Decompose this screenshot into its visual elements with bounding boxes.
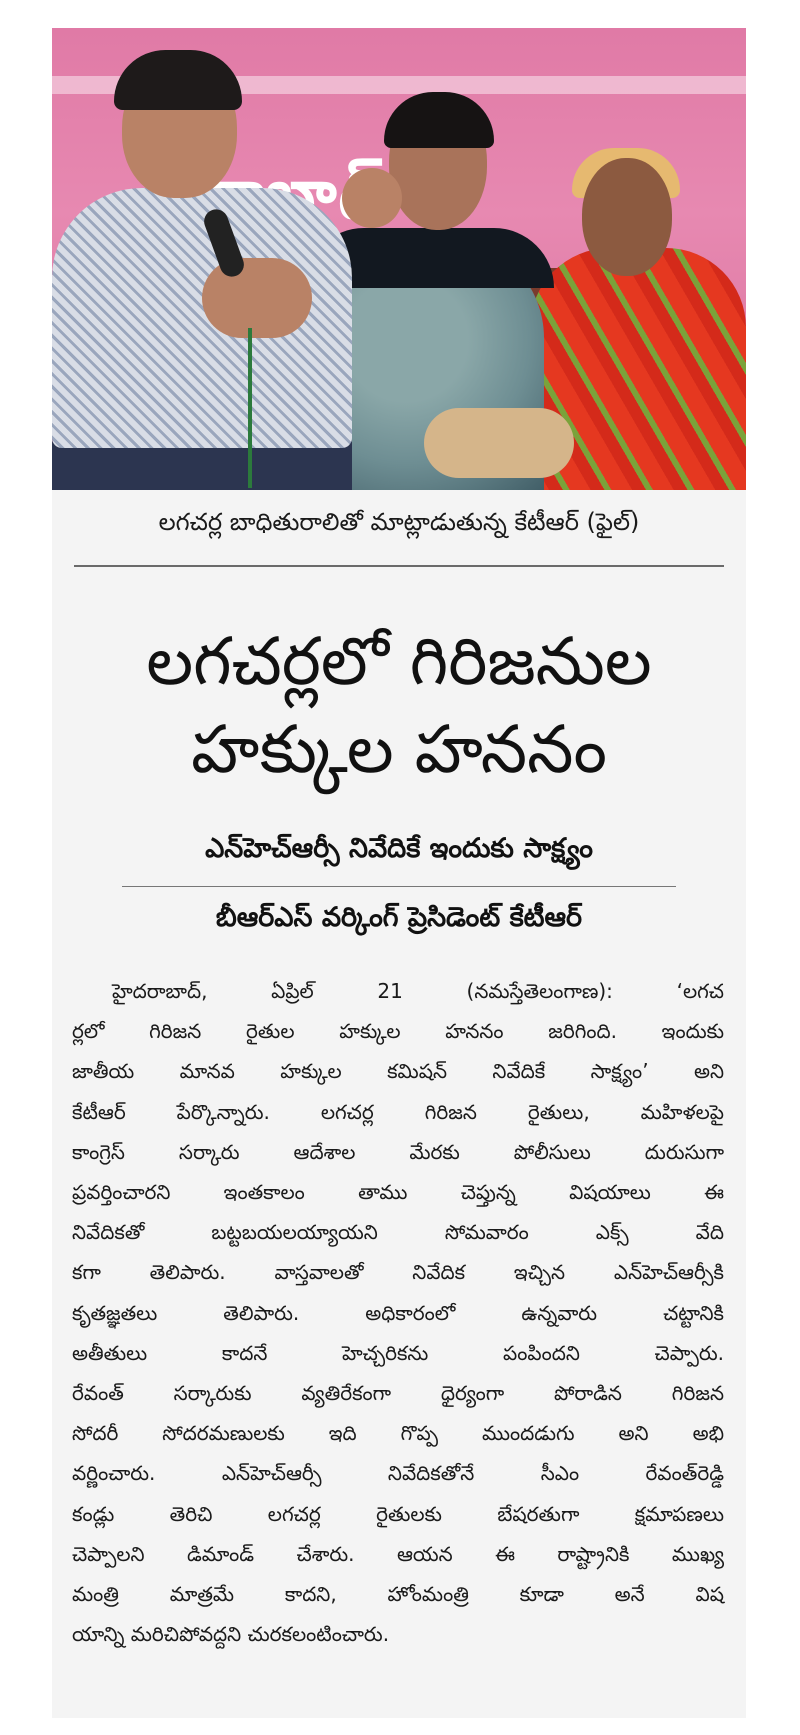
body-line: యాన్ని మరిచిపోవద్దని చురకలంటించారు. bbox=[72, 1622, 390, 1647]
man-hair bbox=[114, 50, 242, 110]
young-woman-hair bbox=[384, 92, 494, 148]
man-checked-shirt bbox=[52, 188, 352, 448]
body-line: చెప్పాలని డిమాండ్ చేశారు. ఆయన ఈ రాష్ట్రానికి ముఖ్య bbox=[72, 1541, 724, 1566]
subhead-divider bbox=[122, 886, 676, 887]
elderly-woman-face bbox=[582, 158, 672, 276]
body-line: రేవంత్ సర్కారుకు వ్యతిరేకంగా ధైర్యంగా పోరాడిన గిరిజన bbox=[72, 1381, 724, 1406]
microphone-cable bbox=[248, 328, 252, 488]
body-line: ర్లలో గిరిజన రైతుల హక్కుల హననం జరిగింది. ఇందుకు bbox=[72, 1019, 724, 1044]
headline-line-1: లగచర్లలో గిరిజనుల bbox=[146, 623, 652, 700]
caption-divider bbox=[74, 565, 724, 567]
body-line: సోదరీ సోదరమణులకు ఇది గొప్ప ముందడుగు అని అభి bbox=[72, 1421, 724, 1446]
body-line: కగా తెలిపారు. వాస్తవాలతో నివేదిక ఇచ్చిన ఎన్‌హెచ్‌ఆర్సీకి bbox=[72, 1260, 724, 1285]
body-line: కేటీఆర్ పేర్కొన్నారు. లగచర్ల గిరిజన రైతులు, మహిళలపై bbox=[72, 1099, 724, 1124]
body-line: కండ్లు తెరిచి లగచర్ల రైతులకు బేషరతుగా క్షమాపణలు bbox=[72, 1501, 724, 1526]
body-line: కృతజ్ఞతలు తెలిపారు. అధికారంలో ఉన్నవారు చట్టానికి bbox=[72, 1300, 724, 1325]
subheadline-1: ఎన్‌హెచ్‌ఆర్సీ నివేదికే ఇందుకు సాక్ష్యం bbox=[205, 833, 593, 864]
subheadline-2: బీఆర్‌ఎస్ వర్కింగ్ ప్రెసిడెంట్ కేటీఆర్ bbox=[215, 902, 583, 933]
news-clipping bbox=[52, 28, 746, 1718]
news-photo bbox=[52, 28, 746, 490]
photo-caption: లగచర్ల బాధితురాలితో మాట్లాడుతున్న కేటీఆర్ (ఫైల్) bbox=[158, 508, 640, 536]
body-line: మంత్రి మాత్రమే కాదని, హోంమంత్రి కూడా అనే విష bbox=[72, 1582, 724, 1607]
body-line: కాంగ్రెస్ సర్కారు ఆదేశాల మేరకు పోలీసులు దురుసుగా bbox=[72, 1139, 724, 1164]
body-line: నివేదికతో బట్టబయలయ్యాయని సోమవారం ఎక్స్ వేది bbox=[72, 1220, 724, 1245]
body-line: ప్రవర్తించారని ఇంతకాలం తాము చెప్తున్న విషయాలు ఈ bbox=[72, 1180, 724, 1205]
young-woman-hands bbox=[424, 408, 574, 478]
body-line: అతీతులు కాదనే హెచ్చరికను పంపిందని చెప్పారు. bbox=[72, 1340, 724, 1365]
man-arm bbox=[202, 258, 312, 338]
body-line: జాతీయ మానవ హక్కుల కమిషన్ నివేదికే సాక్ష్యం’ అని bbox=[72, 1059, 724, 1084]
man-hand-on-shoulder bbox=[342, 168, 402, 228]
article-body bbox=[72, 971, 724, 1654]
body-line: వర్ణించారు. ఎన్‌హెచ్‌ఆర్సీ నివేదికతోనే సీఎం రేవంత్‌రెడ్డి bbox=[72, 1461, 724, 1486]
body-line: హైదరాబాద్, ఏప్రిల్ 21 (నమస్తేతెలంగాణ): ‘లగచ bbox=[112, 979, 724, 1003]
headline-line-2: హక్కుల హననం bbox=[191, 711, 607, 788]
